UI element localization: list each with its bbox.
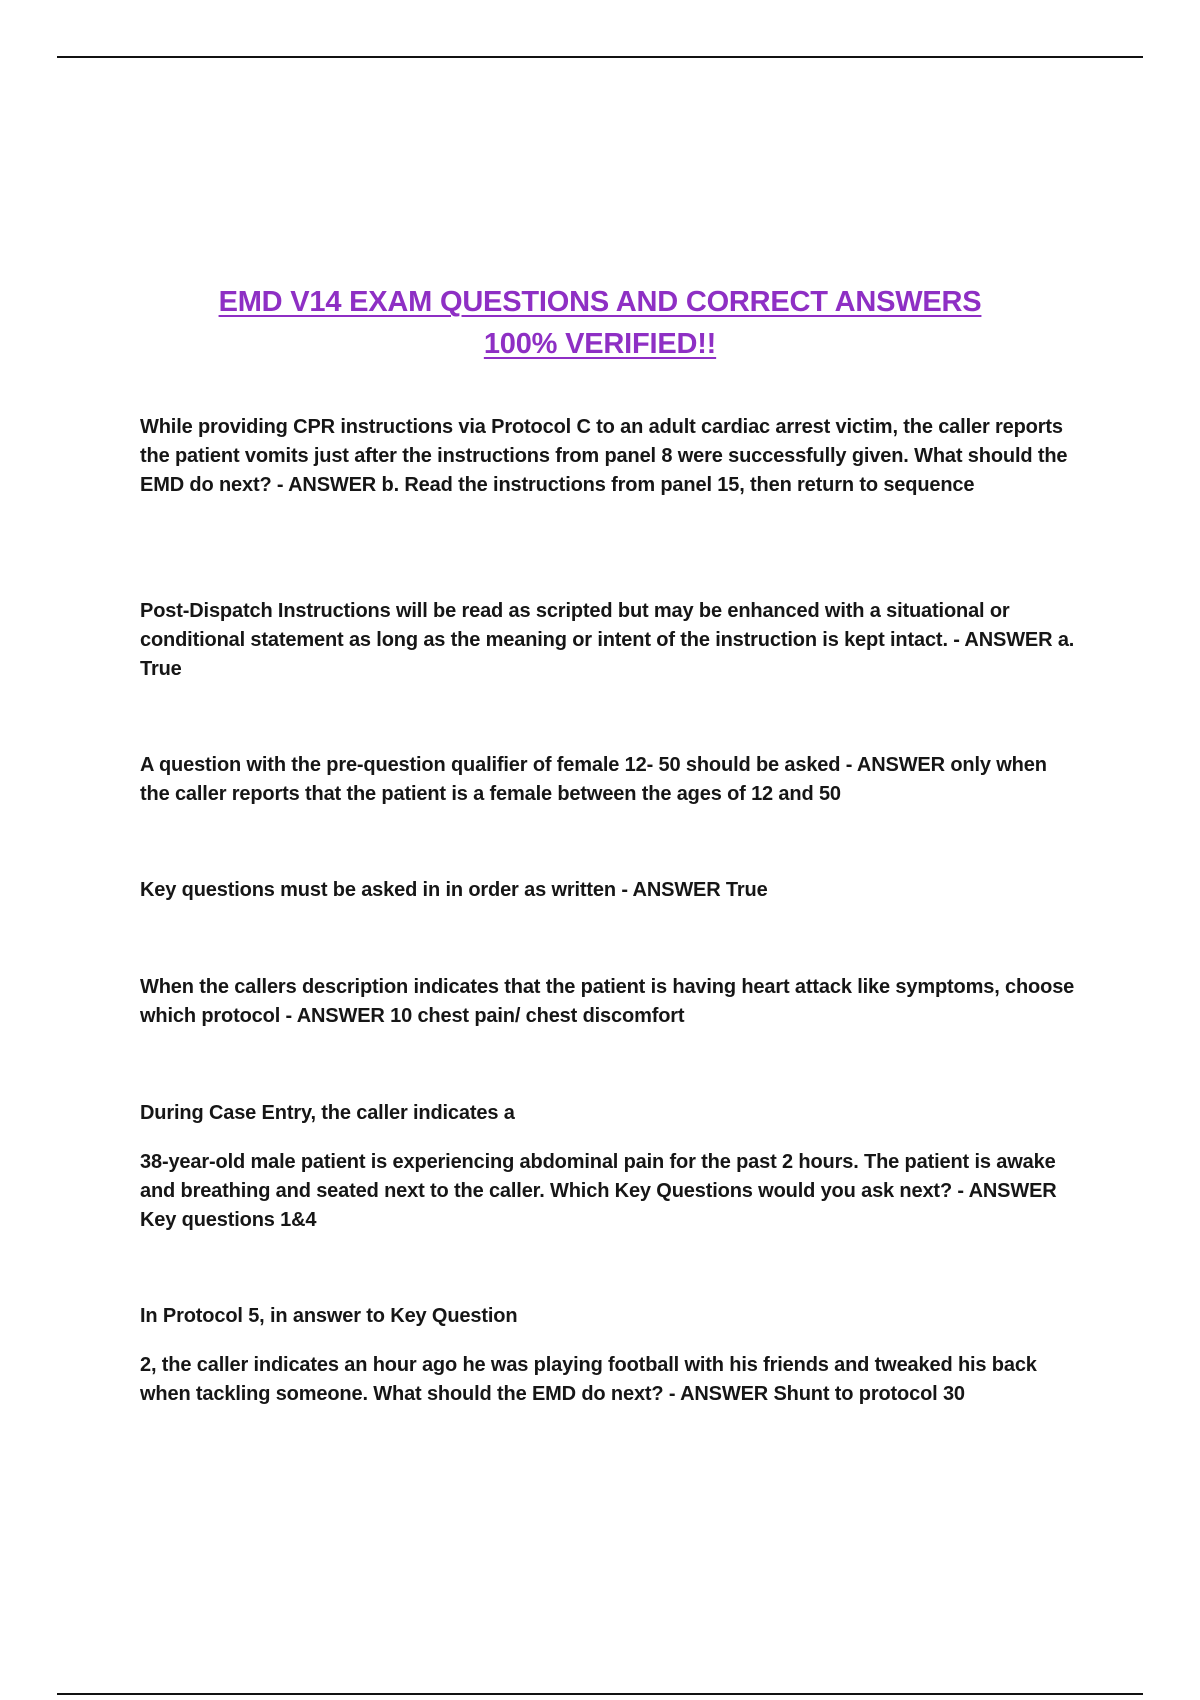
document-title: [140, 281, 1060, 365]
qa-item-6: 38-year-old male patient is experiencing abdominal pain for the past 2 hours. The patient is awake and breathing and seated next to the caller. Which Key Questions would you ask next? - ANSWER Key questions 1&4: [140, 1151, 1057, 1231]
qa-item-4: Key questions must be asked in in order as written - ANSWER True: [140, 879, 768, 901]
qa-item-5: When the callers description indicates that the patient is having heart attack like symptoms, choose which protocol - ANSWER 10 chest pain/ chest discomfort: [140, 976, 1075, 1027]
qa-item-6-lead: During Case Entry, the caller indicates a: [140, 1102, 515, 1124]
bottom-rule: [57, 1693, 1143, 1695]
top-rule: [57, 56, 1143, 58]
qa-item-3: A question with the pre-question qualifier of female 12- 50 should be asked - ANSWER only when the caller reports that the patient is a female between the ages of 12 and 50: [140, 754, 1047, 805]
qa-item-7: 2, the caller indicates an hour ago he was playing football with his friends and tweaked his back when tackling someone. What should the EMD do next? - ANSWER Shunt to protocol 30: [140, 1354, 1037, 1405]
title-line-2: 100% VERIFIED!!: [483, 328, 717, 361]
title-line-1: EMD V14 EXAM QUESTIONS AND CORRECT ANSWERS: [218, 286, 982, 319]
qa-item-7-lead: In Protocol 5, in answer to Key Question: [140, 1305, 518, 1327]
qa-item-1: While providing CPR instructions via Protocol C to an adult cardiac arrest victim, the caller reports the patient vomits just after the instructions from panel 8 were successfully given. What should the EMD do next? - ANSWER b. Read the instructions from panel 15, then return to sequence: [140, 416, 1068, 496]
qa-item-2: Post-Dispatch Instructions will be read as scripted but may be enhanced with a situational or conditional statement as long as the meaning or intent of the instruction is kept intact. - ANSWER a. True: [140, 600, 1075, 680]
